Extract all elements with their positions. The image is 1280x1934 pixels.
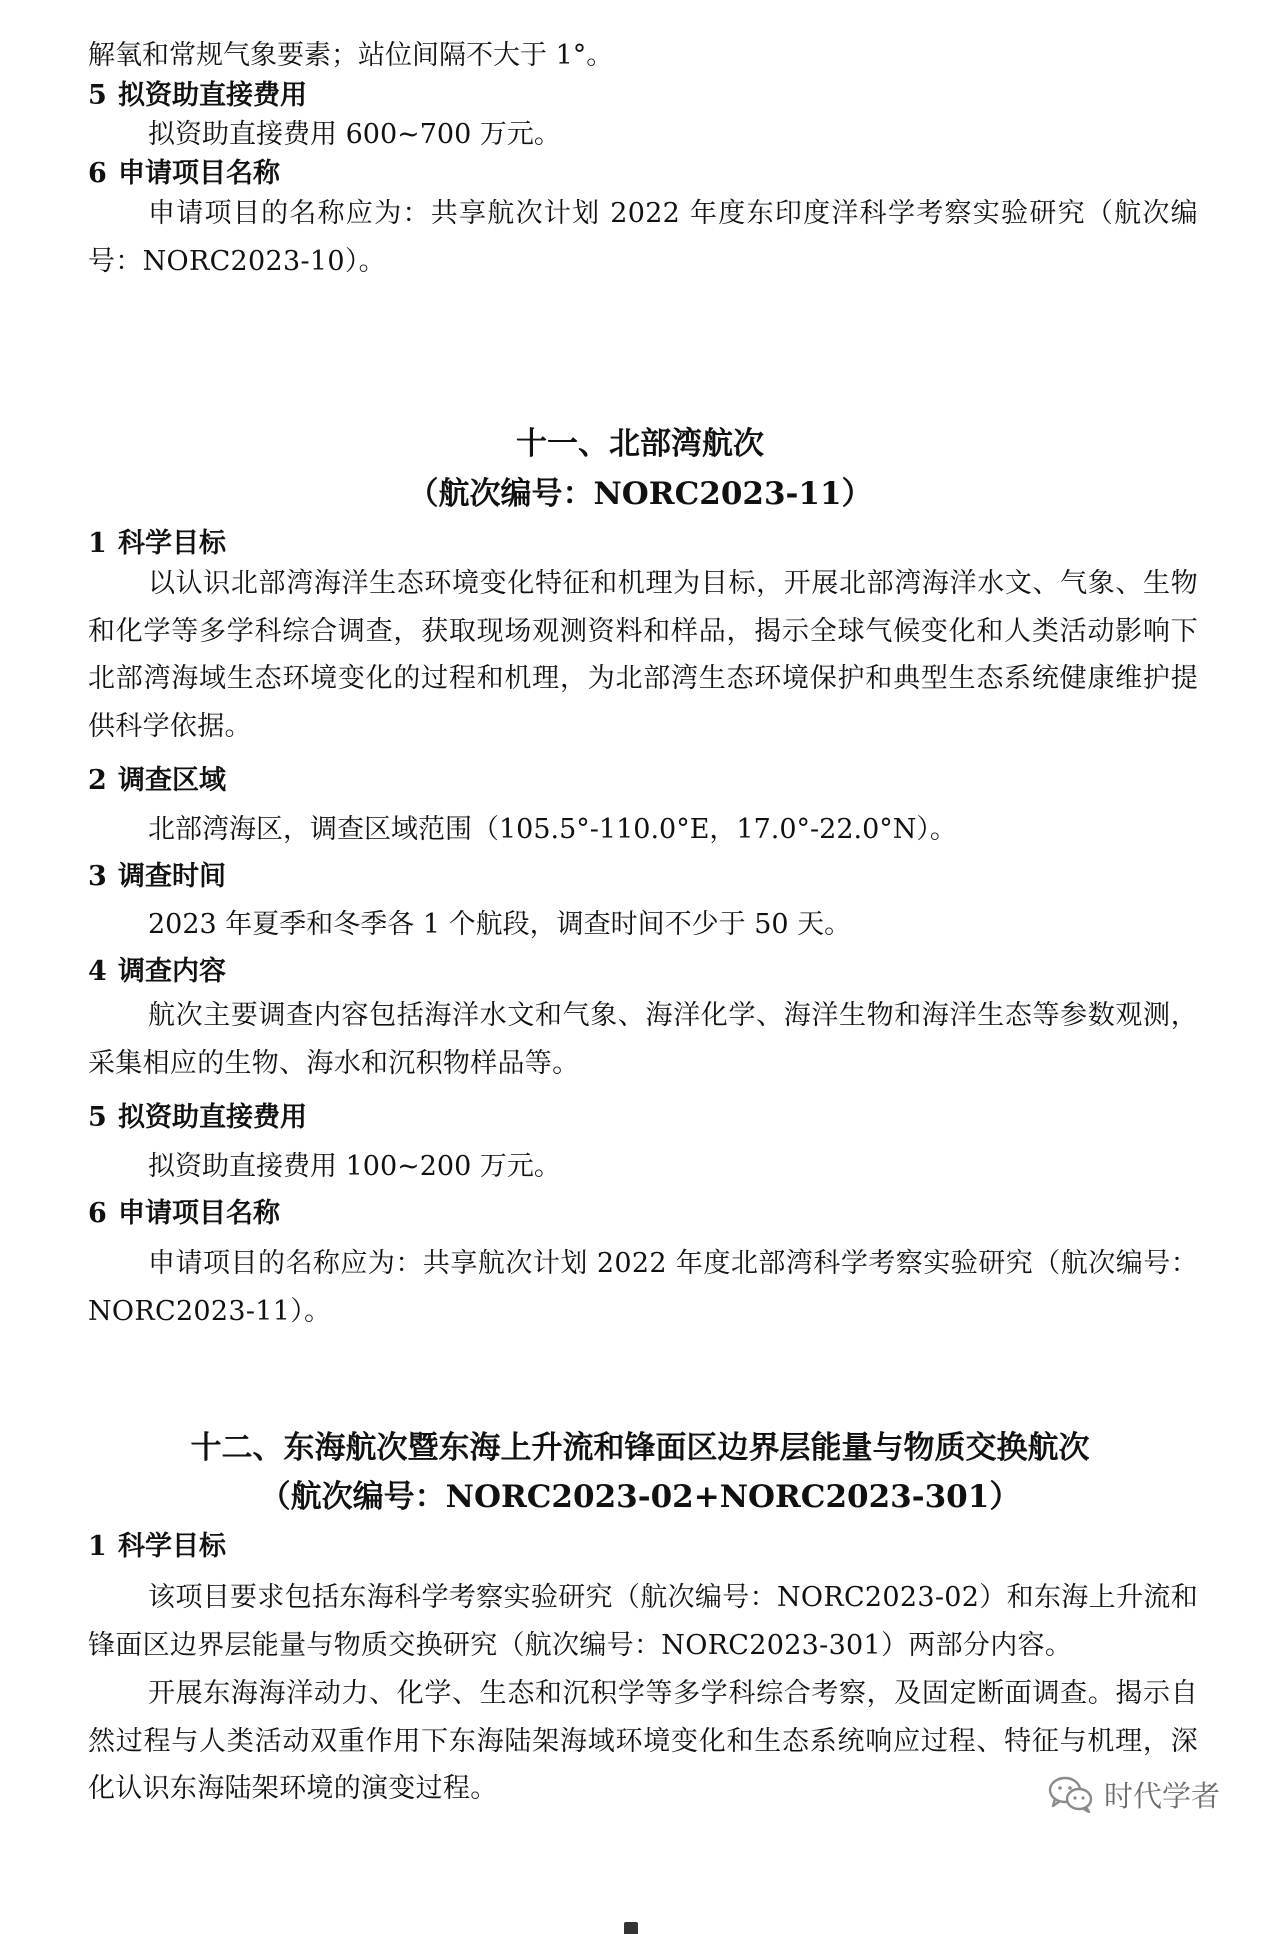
item-heading-text: 科学目标 [118, 528, 226, 559]
item-body: 开展东海海洋动力、化学、生态和沉积学等多学科综合考察，及固定断面调查。揭示自然过程与人类活动双重作用下东海陆架海域环境变化和生态系统响应过程、特征与机理，深化认识东海陆架环境的演变过程。 [88, 1678, 1198, 1804]
item-body: 拟资助直接费用 600~700 万元。 [148, 119, 561, 150]
item-heading [88, 1098, 307, 1138]
item-heading [88, 524, 226, 564]
item-number: 5 [88, 80, 107, 111]
item-body: 申请项目的名称应为：共享航次计划 2022 年度东印度洋科学考察实验研究（航次编号：NORC2023-10）。 [88, 198, 1198, 277]
item-heading-text: 申请项目名称 [118, 158, 280, 189]
item-number: 6 [88, 1198, 107, 1229]
item-heading [88, 761, 226, 801]
item-number: 1 [88, 1531, 107, 1562]
watermark-text: 时代学者 [1104, 1778, 1221, 1813]
item-number: 3 [88, 861, 107, 892]
item-heading-text: 调查区域 [118, 765, 226, 796]
item-body: 拟资助直接费用 100~200 万元。 [148, 1151, 561, 1182]
item-heading [88, 154, 280, 194]
item-number: 1 [88, 528, 107, 559]
item-heading-text: 申请项目名称 [118, 1198, 280, 1229]
section-subtitle: （航次编号：NORC2023-11） [407, 476, 873, 512]
section-title: 十一、北部湾航次 [516, 426, 764, 462]
item-body: 以认识北部湾海洋生态环境变化特征和机理为目标，开展北部湾海洋水文、气象、生物和化学等多学科综合调查，获取现场观测资料和样品，揭示全球气候变化和人类活动影响下北部湾海域生态环境变化的过程和机理，为北部湾生态环境保护和典型生态系统健康维护提供科学依据。 [88, 568, 1198, 742]
item-body: 申请项目的名称应为：共享航次计划 2022 年度北部湾科学考察实验研究（航次编号：NORC2023-11）。 [88, 1248, 1198, 1327]
item-heading-text: 调查时间 [118, 861, 226, 892]
item-number: 4 [88, 956, 107, 987]
page-number-fragment [624, 1922, 638, 1934]
item-number: 6 [88, 158, 107, 189]
item-heading-text: 科学目标 [118, 1531, 226, 1562]
item-body: 2023 年夏季和冬季各 1 个航段，调查时间不少于 50 天。 [148, 909, 852, 940]
item-heading [88, 1194, 280, 1234]
item-number: 2 [88, 765, 107, 796]
item-heading [88, 76, 307, 116]
wechat-icon [1048, 1775, 1094, 1813]
item-body: 北部湾海区，调查区域范围（105.5°-110.0°E，17.0°-22.0°N）。 [148, 814, 957, 845]
watermark [1048, 1770, 1220, 1818]
section-subtitle: （航次编号：NORC2023-02+NORC2023-301） [259, 1479, 1021, 1515]
item-number: 5 [88, 1102, 107, 1133]
item-heading-text: 拟资助直接费用 [118, 1102, 307, 1133]
item-body: 航次主要调查内容包括海洋水文和气象、海洋化学、海洋生物和海洋生态等参数观测，采集相应的生物、海水和沉积物样品等。 [88, 1000, 1198, 1079]
item-heading [88, 1527, 226, 1567]
item-heading-text: 拟资助直接费用 [118, 80, 307, 111]
continuation-text: 解氧和常规气象要素；站位间隔不大于 1°。 [88, 40, 614, 71]
section-title: 十二、东海航次暨东海上升流和锋面区边界层能量与物质交换航次 [190, 1430, 1090, 1466]
item-heading [88, 857, 226, 897]
item-heading-text: 调查内容 [118, 956, 226, 987]
item-heading [88, 952, 226, 992]
item-body: 该项目要求包括东海科学考察实验研究（航次编号：NORC2023-02）和东海上升流和锋面区边界层能量与物质交换研究（航次编号：NORC2023-301）两部分内容。 [88, 1582, 1198, 1661]
